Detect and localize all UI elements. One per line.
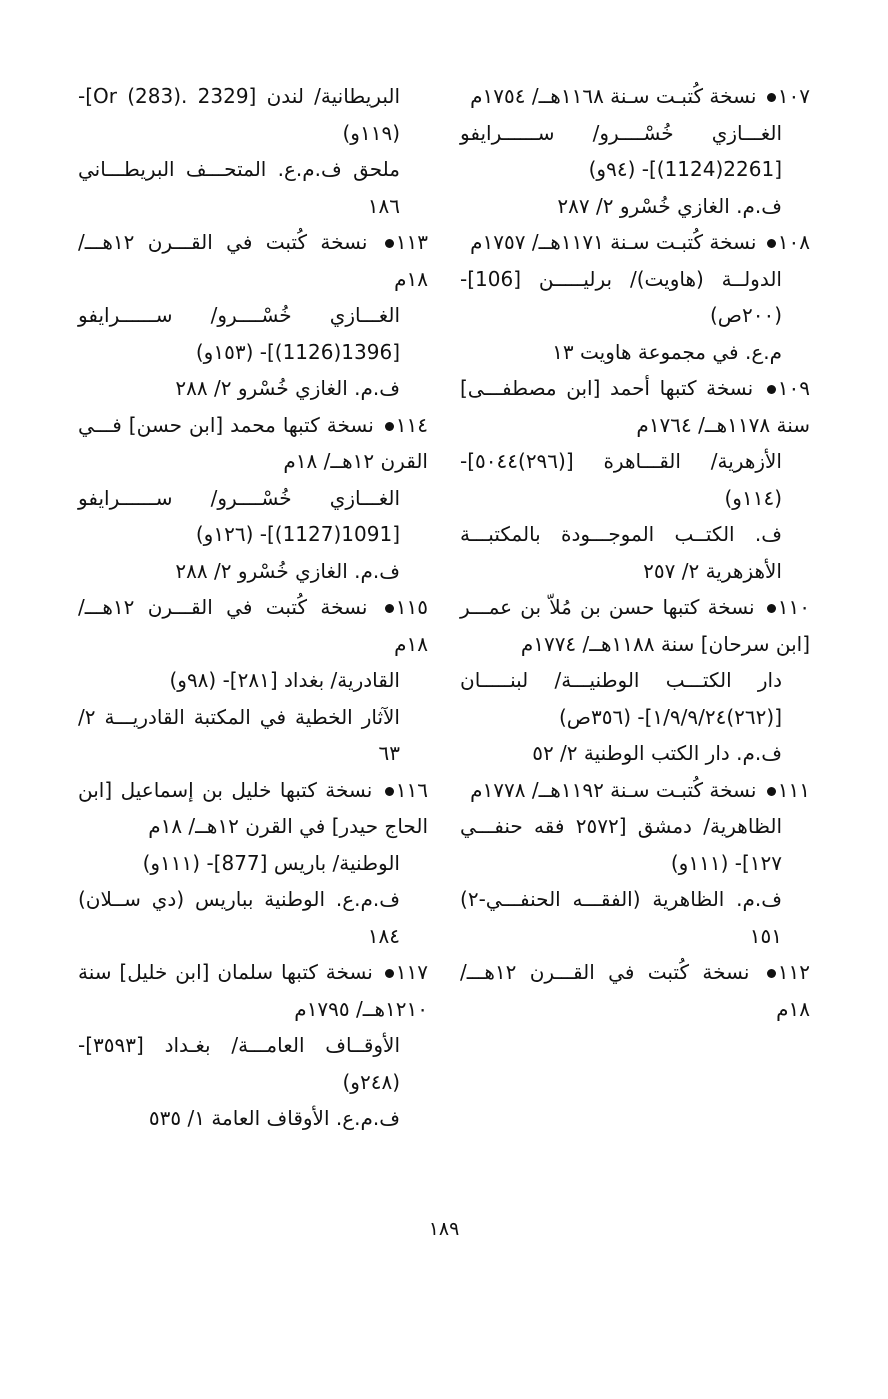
entry-detail: الغـــازي خُسْــــرو/ ســــــرايفو [1091(1127)]- (١٢٦و) bbox=[78, 485, 400, 546]
bullet-icon bbox=[385, 969, 394, 978]
entry-detail: ف.م. الغازي خُسْرو ٢/ ٢٨٨ bbox=[175, 376, 400, 400]
bullet-icon bbox=[767, 604, 776, 613]
entry-number: ١٠٧ bbox=[777, 84, 810, 108]
entry-number: ١٠٨ bbox=[777, 230, 810, 254]
entry-detail: البريطانية/ لندن [2329 .Or (283)]- (١١٩و) bbox=[78, 84, 401, 145]
entry-number: ١١٤ bbox=[395, 412, 429, 437]
entry-detail: الوطنية/ باريس [877]- (١١١و) bbox=[142, 850, 400, 875]
entry-description: نسخة كتبها أحمد [ابن مصطفـــى] سنة ١١٧٨هــ/ ١٧٦٤م bbox=[460, 376, 810, 437]
entry-number: ١١١ bbox=[777, 777, 810, 802]
entry-description: نسخة كُتبت في القـــرن ١٢هـــ/ ١٨م bbox=[78, 230, 428, 291]
entry-detail: ف.م. الغازي خُسْرو ٢/ ٢٨٨ bbox=[175, 558, 400, 583]
entry-112-continued bbox=[78, 78, 428, 224]
entry-detail: ف.م.ع. الأوقاف العامة ١/ ٥٣٥ bbox=[148, 1106, 400, 1130]
entry-detail: الأزهرية/ القـــاهرة [(٢٩٦)٥٠٤٤]- (١١٤و) bbox=[460, 449, 782, 510]
bullet-icon bbox=[767, 385, 776, 394]
entry-number: ١٠٩ bbox=[777, 376, 811, 400]
bullet-icon bbox=[767, 239, 776, 248]
entry-detail: الغـــازي خُسْــــرو/ ســــــرايفو [1396(1126)]- (١٥٣و) bbox=[78, 303, 400, 364]
entry-number: ١١٥ bbox=[395, 595, 429, 619]
entry-detail: القادرية/ بغداد [٢٨١]- (٩٨و) bbox=[169, 668, 400, 692]
entry-detail: ف.م. الغازي خُسْرو ٢/ ٢٨٧ bbox=[557, 193, 782, 218]
entry-number: ١١٠ bbox=[777, 595, 811, 619]
entry-detail: ملحق ف.م.ع. المتحـــف البريطـــاني ١٨٦ bbox=[78, 157, 400, 218]
entry-116 bbox=[78, 772, 428, 955]
entry-detail: دار الكتـــب الوطنيـــة/ لبنـــــان [(٢٦٢)١/٩/٩/٢٤]- (٣٥٦ص) bbox=[460, 668, 782, 729]
entry-description: نسخة كتبها حسن بن مُلاّ بن عمـــر [ابن سرحان] سنة ١١٨٨هــ/ ١٧٧٤م bbox=[460, 595, 810, 656]
entry-117 bbox=[78, 954, 428, 1137]
entry-detail: ف.م. الظاهرية (الفقـــه الحنفـــي-٢) ١٥١ bbox=[460, 887, 782, 948]
right-column bbox=[460, 78, 810, 1027]
entry-112 bbox=[460, 954, 810, 1027]
bullet-icon bbox=[767, 787, 776, 796]
entry-detail: ف.م. دار الكتب الوطنية ٢/ ٥٢ bbox=[532, 741, 782, 765]
entry-113 bbox=[78, 224, 428, 407]
entry-109 bbox=[460, 370, 810, 589]
bullet-icon bbox=[385, 604, 394, 613]
entry-108 bbox=[460, 224, 810, 370]
entry-115 bbox=[78, 589, 428, 772]
entry-description: نسخة كُتبـت سـنة ١١٦٨هــ/ ١٧٥٤م bbox=[470, 84, 757, 108]
bullet-icon bbox=[385, 239, 394, 248]
entry-number: ١١٦ bbox=[395, 777, 428, 802]
left-column bbox=[78, 78, 428, 1137]
entry-detail: الظاهرية/ دمشق [٢٥٧٢ فقه حنفـــي ١٢٧]- (١١١و) bbox=[460, 814, 782, 875]
page-number: ١٨٩ bbox=[428, 1218, 460, 1240]
entry-detail: الدولــة (هاويت)/ برليـــــن [106]- (٢٠٠ص) bbox=[460, 266, 782, 327]
entry-description: نسخة كُتبـت سـنة ١١٧١هــ/ ١٧٥٧م bbox=[470, 230, 757, 254]
entry-number: ١١٢ bbox=[777, 960, 811, 984]
bullet-icon bbox=[767, 969, 776, 978]
entry-detail: ف. الكتــب الموجـــودة بالمكتبـــة الأهزهرية ٢/ ٢٥٧ bbox=[460, 522, 782, 583]
entry-description: نسخة كُتبت في القـــرن ١٢هـــ/ ١٨م bbox=[78, 595, 428, 656]
entry-110 bbox=[460, 589, 810, 772]
entry-description: نسخة كتبها سلمان [ابن خليل] سنة ١٢١٠هــ/ ١٧٩٥م bbox=[78, 960, 428, 1021]
entry-detail: م.ع. في مجموعة هاويت ١٣ bbox=[552, 339, 782, 364]
entry-107 bbox=[460, 78, 810, 224]
entry-description: نسخة كتبها خليل بن إسماعيل [ابن الحاج حيدر] في القرن ١٢هــ/ ١٨م bbox=[78, 777, 428, 838]
bullet-icon bbox=[385, 787, 394, 796]
entry-number: ١١٧ bbox=[395, 960, 429, 984]
entry-detail: الأوقــاف العامـــة/ بغـداد [٣٥٩٣]- (٢٤٨و) bbox=[78, 1033, 400, 1094]
entry-detail: الآثار الخطية في المكتبة القادريـــة ٢/ ٦٣ bbox=[78, 704, 400, 765]
entry-description: نسخة كتبها محمد [ابن حسن] فـــي القرن ١٢هــ/ ١٨م bbox=[78, 412, 428, 473]
entry-114 bbox=[78, 407, 428, 590]
bullet-icon bbox=[767, 93, 776, 102]
entry-number: ١١٣ bbox=[395, 230, 429, 254]
bullet-icon bbox=[385, 422, 394, 431]
entry-description: نسخة كُتبت في القـــرن ١٢هـــ/ ١٨م bbox=[460, 960, 810, 1021]
entry-111 bbox=[460, 772, 810, 955]
entry-detail: ف.م.ع. الوطنية بباريس (دي ســلان) ١٨٤ bbox=[78, 887, 400, 948]
entry-description: نسخة كُتبـت سـنة ١١٩٢هــ/ ١٧٧٨م bbox=[470, 777, 757, 802]
entry-detail: الغـــازي خُسْــــرو/ ســــــرايفو [2261(1124)]- (٩٤و) bbox=[460, 120, 782, 181]
